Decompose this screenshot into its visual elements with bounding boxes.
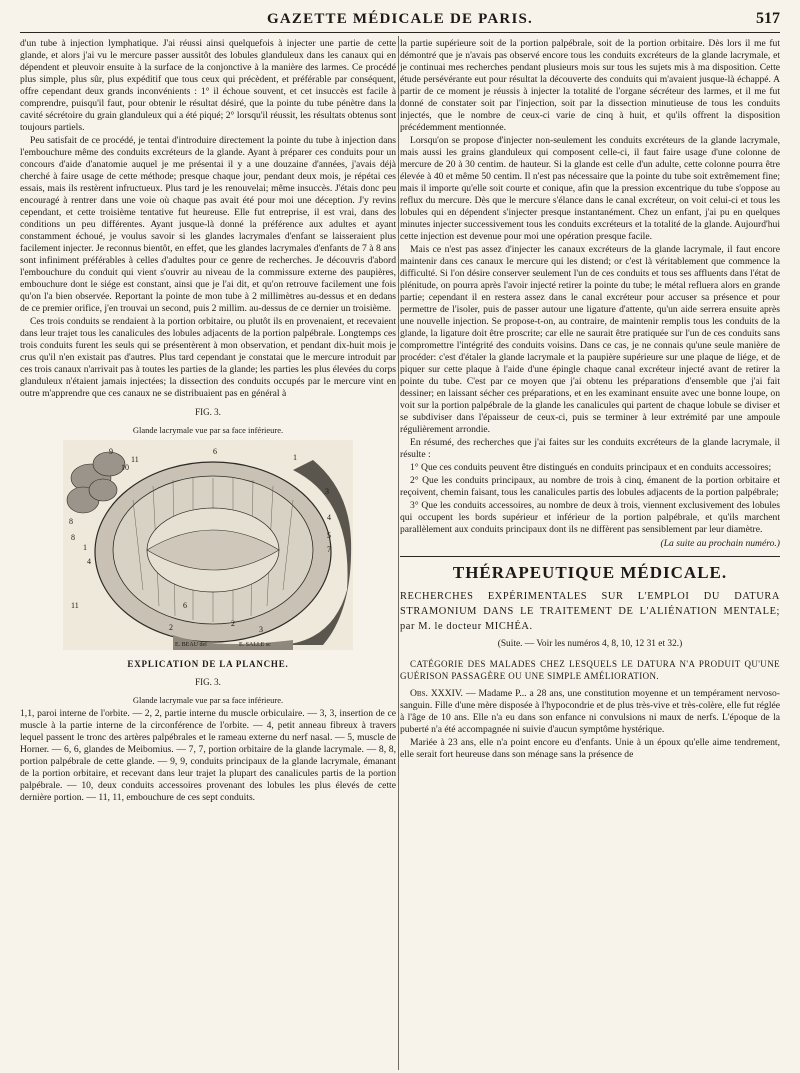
section-divider <box>400 556 780 557</box>
fig-number: 6 <box>183 601 187 610</box>
figure-caption: Glande lacrymale vue par sa face inférieure. <box>132 695 284 705</box>
continuation-note: (La suite au prochain numéro.) <box>660 538 780 549</box>
fig-number: 1 <box>293 453 297 462</box>
article-title: RECHERCHES EXPÉRIMENTALES SUR L'EMPLOI DU DATURA STRAMONIUM DANS LE TRAITEMENT DE L'ALIÉNATION MENTALE; par M. le docteur MICHÉA. <box>400 591 780 632</box>
observation-label: Obs. XXXIV. <box>410 688 463 699</box>
fig-number: 2 <box>231 619 235 628</box>
fig-number: 4 <box>87 557 91 566</box>
figure-label: FIG. 3. <box>195 677 221 687</box>
paragraph: En résumé, des recherches que j'ai faites sur les conduits excréteurs de la glande lacrymale, il résulte : <box>400 437 780 460</box>
journal-title: GAZETTE MÉDICALE DE PARIS. <box>267 11 533 27</box>
fig-number: 3 <box>259 625 263 634</box>
paragraph: Ces trois conduits se rendaient à la portion orbitaire, ou plutôt ils en provenaient, et recevaient dans leur trajet tous les canalicules des lobules adjacents de la portion palpébrale. Longtemps ces trois conduits furent les seuls qui se présentèrent à mon observation, et pendant dix-huit mois je crus qu'il n'en existait pas d'autres. Plus tard cependant je constatai que le mercure introduit par ces trois canaux n'arrivait pas à toutes les parties de la glande; les parties les plus élevées du corps glanduleux n'étaient jamais injectées; la dissection des conduits occupés par le mercure vint en outre m'apprendre que ces canaux ne se distribuaient pas en général à <box>20 316 396 399</box>
engraver-signature: E. SALLE sc <box>239 642 271 648</box>
fig-number: 10 <box>121 463 129 472</box>
fig-number: 11 <box>131 455 139 464</box>
fig-number: 7 <box>327 545 331 554</box>
figure-caption: Glande lacrymale vue par sa face inférieure. <box>132 425 284 435</box>
legend-title: EXPLICATION DE LA PLANCHE. <box>127 659 289 669</box>
paragraph: 1° Que ces conduits peuvent être distingués en conduits principaux et en conduits accessoires; <box>410 462 772 473</box>
column-divider <box>398 36 399 1070</box>
left-column <box>20 38 396 1068</box>
fig-number: 3 <box>325 487 329 496</box>
page-number: 517 <box>756 10 780 27</box>
engraver-signature: E. BEAU del <box>175 642 207 648</box>
fig-number: 2 <box>169 623 173 632</box>
fig-number: 1 <box>83 543 87 552</box>
fig-number: 5 <box>327 531 331 540</box>
figure-label: FIG. 3. <box>195 407 221 417</box>
fig-number: 4 <box>327 513 331 522</box>
paragraph: Mariée à 23 ans, elle n'a point encore eu d'enfants. Unie à un époux qu'elle aime tendrement, elle serait fort heureuse dans son ménage sans la présence de <box>400 737 780 760</box>
right-column <box>400 38 780 1068</box>
fig-number: 9 <box>109 447 113 456</box>
figure-legend <box>20 708 396 804</box>
fig-number: 8 <box>71 533 75 542</box>
engraving-lacrimal-gland-icon <box>63 440 353 650</box>
paragraph: Mais ce n'est pas assez d'injecter les canaux excréteurs de la glande lacrymale, il faut encore maintenir dans ces canaux le mercure qui les distend; or c'est là véritablement que commence la difficulté. Si l'on désire conserver seulement l'un de ces conduits et tous ses affluents dans l'état de plénitude, on pourra après l'avoir injecté retirer la pointe du tube; le métal refluera alors en grande partie; cependant il en restera assez dans le canal excréteur pour accuser sa présence et pour permettre de l'isoler, puis de passer autour une ligature d'attente, qu'un aide serrera ensuite après une nouvelle injection. Se propose-t-on, au contraire, de maintenir remplis tous les conduits de la glande, la ligature doit être proscrite; car elle ne saurait être pratiquée sur l'un de ces conduits sans compromettre l'intégrité des conduits voisins. Dans ce cas, je ne connais qu'une seule manière de procéder: c'est d'étaler la glande lacrymale et la paupière supérieure sur une plaque de liége, et de piquer sur cette plaque à l'aide d'une épingle chaque canal excréteur injecté avant de retirer la pointe du tube. C'est par ce moyen que j'ai obtenu les préparations d'ensemble que j'ai fait dessiner; en laissant sécher ces préparations, et en les examinant ensuite avec une bonne loupe, on voit sur la portion palpébrale de la glande les canalicules qui partent de chaque lobule se diviser et se subdiviser dans l'épaisseur de ceux-ci, puis se terminer à leur extrémité par une ampoule régulièrement arrondie. <box>400 244 780 435</box>
paragraph: 3° Que les conduits accessoires, au nombre de deux à trois, viennent exclusivement des lobules qui occupent les bords supérieur et inférieur de la portion palpébrale, et qu'ils marchent parallèlement aux conduits principaux dont ils ne diffèrent pas sensiblement par leur diamètre. <box>400 500 780 535</box>
anatomical-figure <box>63 440 353 650</box>
paragraph: Lorsqu'on se propose d'injecter non-seulement les conduits excréteurs de la glande lacrymale, mais aussi les grains glanduleux qui composent celle-ci, il faut faire usage d'une colonne de mercure de 20 à 30 centim. de hauteur. Si la glande est celle d'un adulte, cette colonne pourra être élevée à 40 et même 50 centim. Il n'est pas nécessaire que la pointe du tube soit extrêmement fine; mais il importe qu'elle soit courte et conique, afin que la pression excentrique du tube s'oppose au reflux du mercure. Dès que le mercure s'élance dans le canal excréteur, on voit celui-ci et tous les lobules qui en dépendent s'injecter presque instantanément. Chez un enfant, j'ai pu en quelques minutes injecter successivement tous les conduits excréteurs et la totalité de la glande. Aujourd'hui cette injection est devenue pour moi une opération presque facile. <box>400 135 780 242</box>
paragraph: la partie supérieure soit de la portion palpébrale, soit de la portion orbitaire. Dès lors il me fut démontré que je n'avais pas observé encore tous les conduits excréteurs de la glande lacrymale, et je continuai mes recherches pendant plusieurs mois sur tous les sujets mis à ma disposition. Cette étude persévérante eut pour résultat la découverte des conduits qui m'avaient jusque-là échappé. A partir de ce moment je réussis à injecter la totalité de l'organe sécréteur des larmes, et il me fut donné de constater soit par l'injection, soit par la dissection minutieuse de tous les conduits injectés, que le nombre de ceux-ci varie de cinq à huit, et qu'ils offrent la disposition précédemment mentionnée. <box>400 38 780 133</box>
page-header <box>20 8 780 33</box>
observation-text: — Madame P... a 28 ans, une constitution moyenne et un tempérament nervoso-sanguin. Fille d'une mère disposée à l'hypocondrie et de plus très-vive et très-colère, elle fut réglée à l'âge de 10 ans. Elle n'a eu dans son enfance ni convulsions ni maux de nerfs. L'époque de la puberté n'a été accompagnée ni suivie d'aucun symptôme hystérique. <box>400 688 780 735</box>
paragraph: d'un tube à injection lymphatique. J'ai réussi ainsi quelquefois à injecter une partie de cette glande, et alors j'ai vu le mercure passer aussitôt des lobules glanduleux dans les canaux qui en dépendent et pleuvoir ensuite à la surface de la conjonctive à la manière des larmes. Ce procédé plus simple, plus sûr, plus expéditif que tous ceux qui précèdent, et préférable par conséquent, offre cependant deux grands inconvénients : 1° il échoue souvent, et cet insuccès est facile à comprendre, puisqu'il faut, pour obtenir le résultat désiré, que la pointe du tube pénètre dans la cavité sécrétoire du grain glanduleux qui a été piqué; 2° lorsqu'il réussit, les résultats obtenus sont toujours partiels. <box>20 38 396 133</box>
article-continuation: (Suite. — Voir les numéros 4, 8, 10, 12 31 et 32.) <box>497 639 683 649</box>
paragraph: 2° Que les conduits principaux, au nombre de trois à cinq, émanent de la portion orbitaire et reçoivent, chemin faisant, tous les canalicules partis des lobules adjacents de la portion palpébrale; <box>400 475 780 498</box>
fig-number: 8 <box>69 517 73 526</box>
legend-text: 1,1, paroi interne de l'orbite. — 2, 2, partie interne du muscle orbiculaire. — 3, 3, insertion de ce muscle à la partie interne de la circonférence de l'orbite. — 4, petit anneau fibreux à travers lequel passent le tronc des artères palpébrales et le rameau externe du nerf nasal. — 5, muscle de Horner. — 6, 6, glandes de Meibomius. — 7, 7, portion orbitaire de la glande lacrymale. — 8, 8, portion palpébrale de cette glande. — 9, 9, conduits principaux de la glande lacrymale, émanant de la portion orbitaire, et recevant dans leur trajet la plupart des canalicules partis de la portion palpébrale. — 10, deux conduits accessoires provenant des lobules les plus élevés de cette dernière portion. — 11, 11, embouchure de ces sept conduits. <box>20 708 396 803</box>
fig-number: 11 <box>71 601 79 610</box>
fig-number: 6 <box>213 447 217 456</box>
paragraph: Peu satisfait de ce procédé, je tentai d'introduire directement la pointe du tube à injection dans l'embouchure même des conduits excréteurs de la glande. Ayant à préparer ces conduits pour un concours d'aide d'anatomie auquel je me présentai il y a une douzaine d'années, j'avais déjà cherché à faire usage de cette méthode; presque chaque jour, pendant deux mois, je répétai ces essais, mais ils restèrent infructueux. Plus tard je les renouvelai; même insuccès. J'étais donc peu encouragé à rentrer dans une voie où chaque pas avait été pour moi une déception. J'y revins cependant, et cette troisième tentative fut heureuse. Elle fut entreprise, il est vrai, dans des conditions un peu différentes. Ayant jusque-là donné la préférence aux adultes et ayant constamment échoué, je voulus savoir si les glandes lacrymales d'enfant se laisseraient plus facilement injecter. Je reconnus bientôt, en effet, que les glandes lacrymales d'enfants de 7 à 8 ans sont infiniment préférables à celles d'adultes pour ce genre de recherches. Je découvris d'abord l'embouchure du conduit qui vient s'ouvrir au niveau de la commissure externe des paupières, embouchure dont le siége est constant, ainsi que je l'ai dit, et qu'on retrouve facilement une fois qu'on l'a bien observée. Reportant la pointe de mon tube à 2 millimètres au-dessus et en dedans de ce premier orifice, j'en trouvai un second, puis 2 millim. au-dessus de ce dernier un troisième. <box>20 135 396 314</box>
category-heading: CATÉGORIE DES MALADES CHEZ LESQUELS LE DATURA N'A PRODUIT QU'UNE GUÉRISON PASSAGÈRE OU UNE SIMPLE AMÉLIORATION. <box>400 659 780 681</box>
observation-paragraph <box>400 688 780 736</box>
section-title: THÉRAPEUTIQUE MÉDICALE. <box>452 563 728 582</box>
